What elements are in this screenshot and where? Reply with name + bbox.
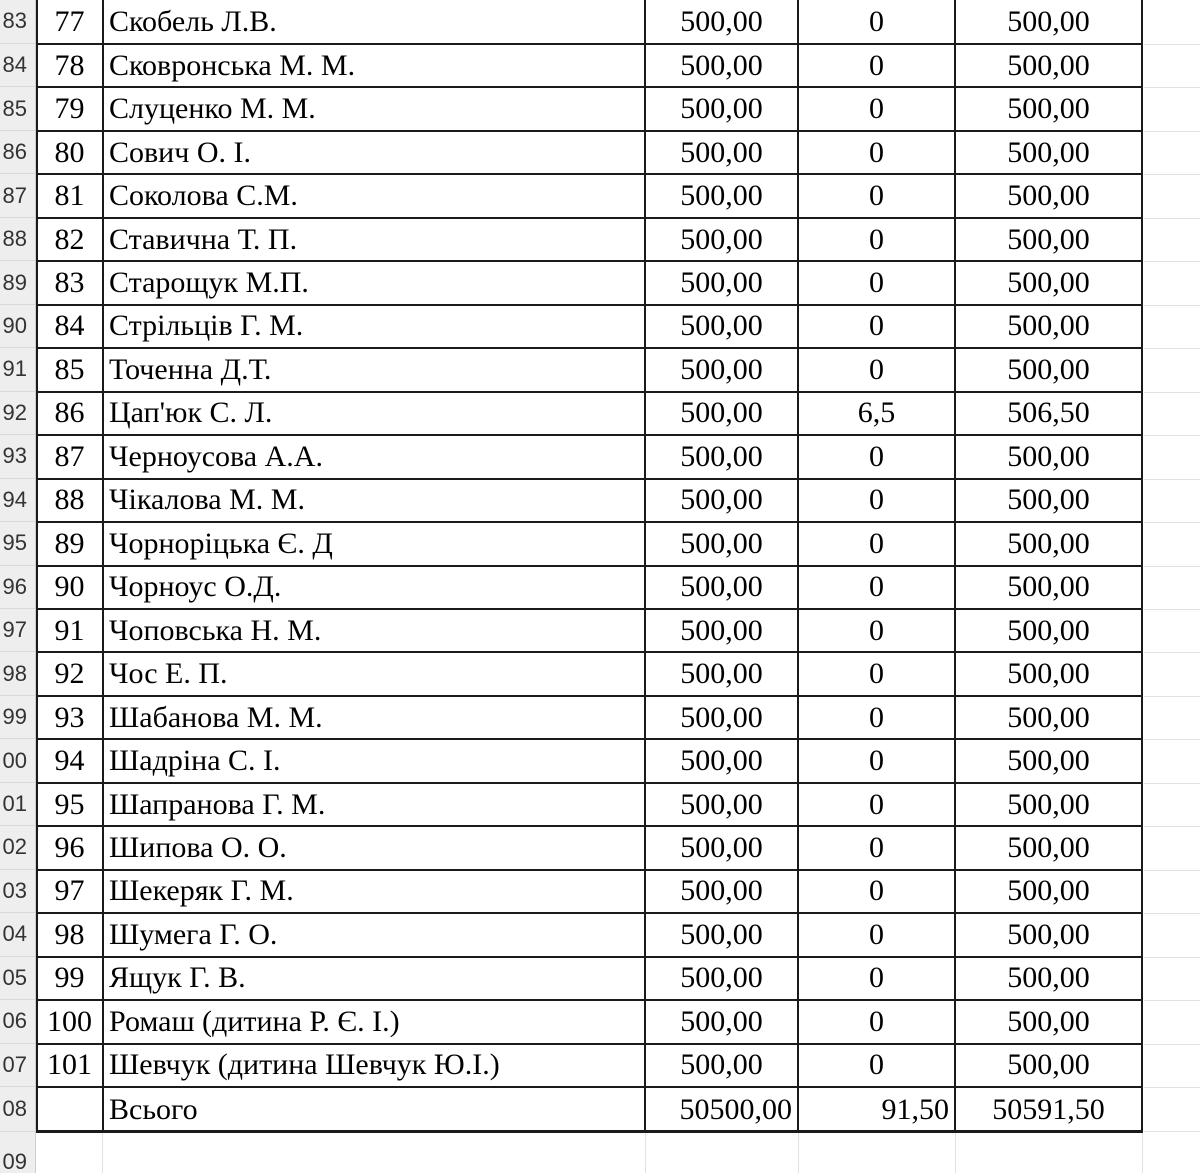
cell-amount[interactable]: 500,00	[680, 396, 763, 430]
cell-name[interactable]: Чоповська Н. М.	[109, 613, 322, 647]
gridline	[955, 1133, 956, 1173]
cell-name[interactable]: Шадріна С. І.	[109, 744, 281, 778]
gridline	[1144, 870, 1200, 871]
cell-total[interactable]: 500,00	[1007, 92, 1090, 126]
cell-extra[interactable]: 6,5	[857, 396, 896, 430]
gridline	[1144, 435, 1200, 436]
cell-extra[interactable]: 0	[869, 92, 884, 126]
cell-name[interactable]: Стрільців Г. М.	[109, 309, 304, 343]
row-border	[36, 1043, 1142, 1045]
gridline	[1144, 783, 1200, 784]
row-border	[36, 782, 1142, 784]
row-border	[36, 695, 1142, 697]
row-border	[36, 565, 1142, 567]
gridline	[102, 1133, 103, 1173]
row-border	[36, 999, 1142, 1001]
cell-number[interactable]: 87	[54, 439, 85, 473]
row-header[interactable]: 98	[0, 652, 36, 695]
gridline	[1144, 87, 1200, 88]
row-header[interactable]: 86	[0, 131, 36, 174]
cell-total[interactable]: 500,00	[1007, 179, 1090, 213]
cell-extra[interactable]: 0	[869, 483, 884, 517]
cell-amount[interactable]: 500,00	[680, 526, 763, 560]
row-border	[36, 86, 1142, 88]
row-header[interactable]: 99	[0, 696, 36, 739]
cell-extra[interactable]: 0	[869, 4, 884, 38]
row-header[interactable]: 09	[0, 1132, 36, 1173]
row-header[interactable]: 08	[0, 1087, 36, 1132]
cell-name[interactable]: Ромаш (дитина Р. Є. І.)	[109, 1004, 400, 1038]
row-header[interactable]: 02	[0, 826, 36, 869]
cell-name[interactable]: Шипова О. О.	[109, 830, 287, 864]
cell-amount[interactable]: 500,00	[680, 787, 763, 821]
row-header[interactable]: 88	[0, 218, 36, 261]
cell-name[interactable]: Шапранова Г. М.	[109, 787, 326, 821]
table-bottom-border	[36, 1131, 1142, 1133]
row-header[interactable]: 95	[0, 522, 36, 565]
cell-number[interactable]: 91	[54, 613, 85, 647]
cell-extra[interactable]: 0	[869, 1048, 884, 1082]
cell-name[interactable]: Черноусова А.А.	[109, 439, 323, 473]
cell-number[interactable]: 90	[54, 570, 85, 604]
row-header[interactable]: 91	[0, 348, 36, 391]
row-header[interactable]: 84	[0, 44, 36, 87]
row-header[interactable]: 01	[0, 783, 36, 826]
gridline	[1144, 1000, 1200, 1001]
gridline	[1144, 1087, 1200, 1088]
row-header[interactable]: 06	[0, 1000, 36, 1043]
cell-extra[interactable]: 0	[869, 961, 884, 995]
cell-name[interactable]: Старощук М.П.	[109, 266, 309, 300]
gridline	[1144, 218, 1200, 219]
gridline	[1144, 174, 1200, 175]
gridline	[1144, 1044, 1200, 1045]
cell-extra[interactable]: 0	[869, 352, 884, 386]
cell-total[interactable]: 500,00	[1007, 744, 1090, 778]
row-border	[36, 956, 1142, 958]
cell-total[interactable]: 500,00	[1007, 222, 1090, 256]
cell-extra[interactable]: 0	[869, 874, 884, 908]
cell-total[interactable]: 500,00	[1007, 266, 1090, 300]
row-border	[36, 434, 1142, 436]
cell-extra[interactable]: 0	[869, 700, 884, 734]
row-border	[36, 912, 1142, 914]
cell-extra[interactable]: 0	[869, 570, 884, 604]
row-header[interactable]: 89	[0, 261, 36, 304]
gridline	[1144, 131, 1200, 132]
gridline	[1144, 652, 1200, 653]
cell-amount[interactable]: 500,00	[680, 222, 763, 256]
cell-amount[interactable]: 500,00	[680, 92, 763, 126]
cell-name[interactable]: Ставична Т. П.	[109, 222, 298, 256]
row-border	[36, 825, 1142, 827]
cell-extra[interactable]: 0	[869, 266, 884, 300]
cell-extra[interactable]: 0	[869, 657, 884, 691]
cell-total[interactable]: 500,00	[1007, 48, 1090, 82]
cell-total[interactable]: 500,00	[1007, 961, 1090, 995]
cell-number[interactable]: 83	[54, 266, 85, 300]
cell-total[interactable]: 500,00	[1007, 700, 1090, 734]
cell-amount[interactable]: 500,00	[680, 135, 763, 169]
cell-extra[interactable]: 0	[869, 526, 884, 560]
cell-total[interactable]: 500,00	[1007, 1004, 1090, 1038]
column-border	[644, 0, 646, 1133]
gridline	[1144, 913, 1200, 914]
cell-name[interactable]: Сковронська М. М.	[109, 48, 356, 82]
cell-extra[interactable]: 91,50	[881, 1092, 949, 1126]
gridline	[1144, 957, 1200, 958]
row-border	[36, 391, 1142, 393]
cell-total[interactable]: 500,00	[1007, 439, 1090, 473]
row-border	[36, 304, 1142, 306]
row-header[interactable]: 87	[0, 174, 36, 217]
row-header[interactable]: 05	[0, 957, 36, 1000]
gridline	[1144, 826, 1200, 827]
cell-amount[interactable]: 500,00	[680, 439, 763, 473]
gridline	[1144, 479, 1200, 480]
row-header[interactable]: 97	[0, 609, 36, 652]
row-border	[36, 217, 1142, 219]
cell-number[interactable]: 96	[54, 830, 85, 864]
cell-number[interactable]: 97	[54, 874, 85, 908]
cell-extra[interactable]: 0	[869, 309, 884, 343]
cell-name[interactable]: Ящук Г. В.	[109, 961, 246, 995]
cell-total[interactable]: 500,00	[1007, 135, 1090, 169]
column-border	[954, 0, 956, 1133]
cell-total[interactable]: 500,00	[1007, 570, 1090, 604]
cell-extra[interactable]: 0	[869, 48, 884, 82]
gridline	[1144, 305, 1200, 306]
cell-amount[interactable]: 500,00	[680, 179, 763, 213]
gridline	[1144, 566, 1200, 567]
cell-extra[interactable]: 0	[869, 1004, 884, 1038]
cell-extra[interactable]: 0	[869, 135, 884, 169]
cell-total[interactable]: 500,00	[1007, 917, 1090, 951]
cell-number[interactable]: 78	[54, 48, 85, 82]
cell-number[interactable]: 100	[47, 1004, 92, 1038]
gridline	[1144, 44, 1200, 45]
row-border	[36, 1086, 1142, 1088]
cell-number[interactable]: 77	[54, 4, 85, 38]
cell-amount[interactable]: 500,00	[680, 744, 763, 778]
column-border	[797, 0, 799, 1133]
row-border	[36, 478, 1142, 480]
cell-number[interactable]: 99	[54, 961, 85, 995]
row-border	[36, 869, 1142, 871]
cell-name[interactable]: Шекеряк Г. М.	[109, 874, 294, 908]
cell-total[interactable]: 500,00	[1007, 874, 1090, 908]
cell-number[interactable]: 101	[47, 1048, 92, 1082]
row-header[interactable]: 90	[0, 305, 36, 348]
cell-extra[interactable]: 0	[869, 439, 884, 473]
gridline	[1144, 1131, 1200, 1132]
cell-extra[interactable]: 0	[869, 744, 884, 778]
row-header[interactable]: 92	[0, 392, 36, 435]
cell-total[interactable]: 50591,50	[992, 1092, 1105, 1126]
row-border	[36, 651, 1142, 653]
cell-name[interactable]: Шевчук (дитина Шевчук Ю.І.)	[109, 1048, 500, 1082]
cell-extra[interactable]: 0	[869, 613, 884, 647]
gridline	[1144, 696, 1200, 697]
gridline	[645, 1133, 646, 1173]
row-header[interactable]: 85	[0, 87, 36, 130]
cell-number[interactable]: 98	[54, 917, 85, 951]
cell-number[interactable]: 81	[54, 179, 85, 213]
cell-name[interactable]: Соколова С.М.	[109, 179, 298, 213]
cell-number[interactable]: 94	[54, 744, 85, 778]
cell-amount[interactable]: 500,00	[680, 700, 763, 734]
row-border	[36, 260, 1142, 262]
gridline	[798, 1133, 799, 1173]
row-header[interactable]: 83	[0, 0, 36, 44]
row-border	[36, 521, 1142, 523]
cell-amount[interactable]: 500,00	[680, 613, 763, 647]
column-border	[36, 0, 38, 1133]
cell-number[interactable]: 88	[54, 483, 85, 517]
row-border	[36, 738, 1142, 740]
row-header[interactable]: 07	[0, 1044, 36, 1087]
cell-number[interactable]	[36, 1087, 103, 1132]
cell-total[interactable]: 500,00	[1007, 309, 1090, 343]
cell-extra[interactable]: 0	[869, 222, 884, 256]
cell-total[interactable]: 500,00	[1007, 4, 1090, 38]
row-border	[36, 608, 1142, 610]
cell-number[interactable]: 92	[54, 657, 85, 691]
cell-amount[interactable]: 50500,00	[679, 1092, 792, 1126]
row-border	[36, 347, 1142, 349]
row-border	[36, 43, 1142, 45]
cell-name[interactable]: Шабанова М. М.	[109, 700, 323, 734]
cell-amount[interactable]: 500,00	[680, 4, 763, 38]
cell-amount[interactable]: 500,00	[680, 830, 763, 864]
row-border	[36, 130, 1142, 132]
row-header[interactable]: 00	[0, 739, 36, 782]
cell-amount[interactable]: 500,00	[680, 483, 763, 517]
gridline	[1144, 609, 1200, 610]
cell-name[interactable]: Чос Е. П.	[109, 657, 228, 691]
cell-name[interactable]: Точенна Д.Т.	[109, 352, 272, 386]
cell-total[interactable]: 500,00	[1007, 526, 1090, 560]
column-border	[102, 0, 104, 1133]
cell-name[interactable]: Скобель Л.В.	[109, 4, 277, 38]
cell-name[interactable]: Шумега Г. О.	[109, 917, 278, 951]
row-border	[36, 173, 1142, 175]
cell-extra[interactable]: 0	[869, 830, 884, 864]
cell-amount[interactable]: 500,00	[680, 961, 763, 995]
cell-number[interactable]: 95	[54, 787, 85, 821]
column-border	[1141, 0, 1143, 1133]
row-header[interactable]: 96	[0, 566, 36, 609]
cell-name[interactable]: Чікалова М. М.	[109, 483, 305, 517]
cell-name[interactable]: Чорноріцька Є. Д	[109, 526, 333, 560]
cell-total[interactable]: 500,00	[1007, 483, 1090, 517]
cell-total[interactable]: 500,00	[1007, 613, 1090, 647]
cell-total[interactable]: 500,00	[1007, 1048, 1090, 1082]
cell-amount[interactable]: 500,00	[680, 48, 763, 82]
cell-name[interactable]: Сович О. І.	[109, 135, 251, 169]
cell-number[interactable]: 80	[54, 135, 85, 169]
cell-extra[interactable]: 0	[869, 917, 884, 951]
cell-number[interactable]: 89	[54, 526, 85, 560]
row-header[interactable]: 94	[0, 479, 36, 522]
cell-total[interactable]: 500,00	[1007, 352, 1090, 386]
cell-total[interactable]: 500,00	[1007, 657, 1090, 691]
cell-number[interactable]: 84	[54, 309, 85, 343]
cell-number[interactable]: 82	[54, 222, 85, 256]
cell-total[interactable]: 500,00	[1007, 787, 1090, 821]
row-header[interactable]: 03	[0, 870, 36, 913]
cell-total[interactable]: 500,00	[1007, 830, 1090, 864]
cell-number[interactable]: 85	[54, 352, 85, 386]
row-header[interactable]: 93	[0, 435, 36, 478]
cell-amount[interactable]: 500,00	[680, 1004, 763, 1038]
gridline	[1144, 739, 1200, 740]
cell-amount[interactable]: 500,00	[680, 1048, 763, 1082]
cell-amount[interactable]: 500,00	[680, 657, 763, 691]
cell-number[interactable]: 79	[54, 92, 85, 126]
cell-amount[interactable]: 500,00	[680, 570, 763, 604]
cell-number[interactable]: 86	[54, 396, 85, 430]
cell-number[interactable]: 93	[54, 700, 85, 734]
cell-extra[interactable]: 0	[869, 179, 884, 213]
cell-name[interactable]: Цап'юк С. Л.	[109, 396, 273, 430]
cell-name[interactable]: Всього	[109, 1092, 198, 1126]
cell-extra[interactable]: 0	[869, 787, 884, 821]
row-header[interactable]: 04	[0, 913, 36, 956]
gridline	[1144, 522, 1200, 523]
cell-amount[interactable]: 500,00	[680, 917, 763, 951]
cell-amount[interactable]: 500,00	[680, 309, 763, 343]
gridline	[1142, 1133, 1143, 1173]
cell-name[interactable]: Чорноус О.Д.	[109, 570, 282, 604]
gridline	[1144, 261, 1200, 262]
gridline	[1144, 348, 1200, 349]
gridline	[1144, 392, 1200, 393]
cell-total[interactable]: 506,50	[1007, 396, 1090, 430]
cell-amount[interactable]: 500,00	[680, 874, 763, 908]
cell-amount[interactable]: 500,00	[680, 352, 763, 386]
cell-name[interactable]: Слуценко М. М.	[109, 92, 316, 126]
cell-amount[interactable]: 500,00	[680, 266, 763, 300]
